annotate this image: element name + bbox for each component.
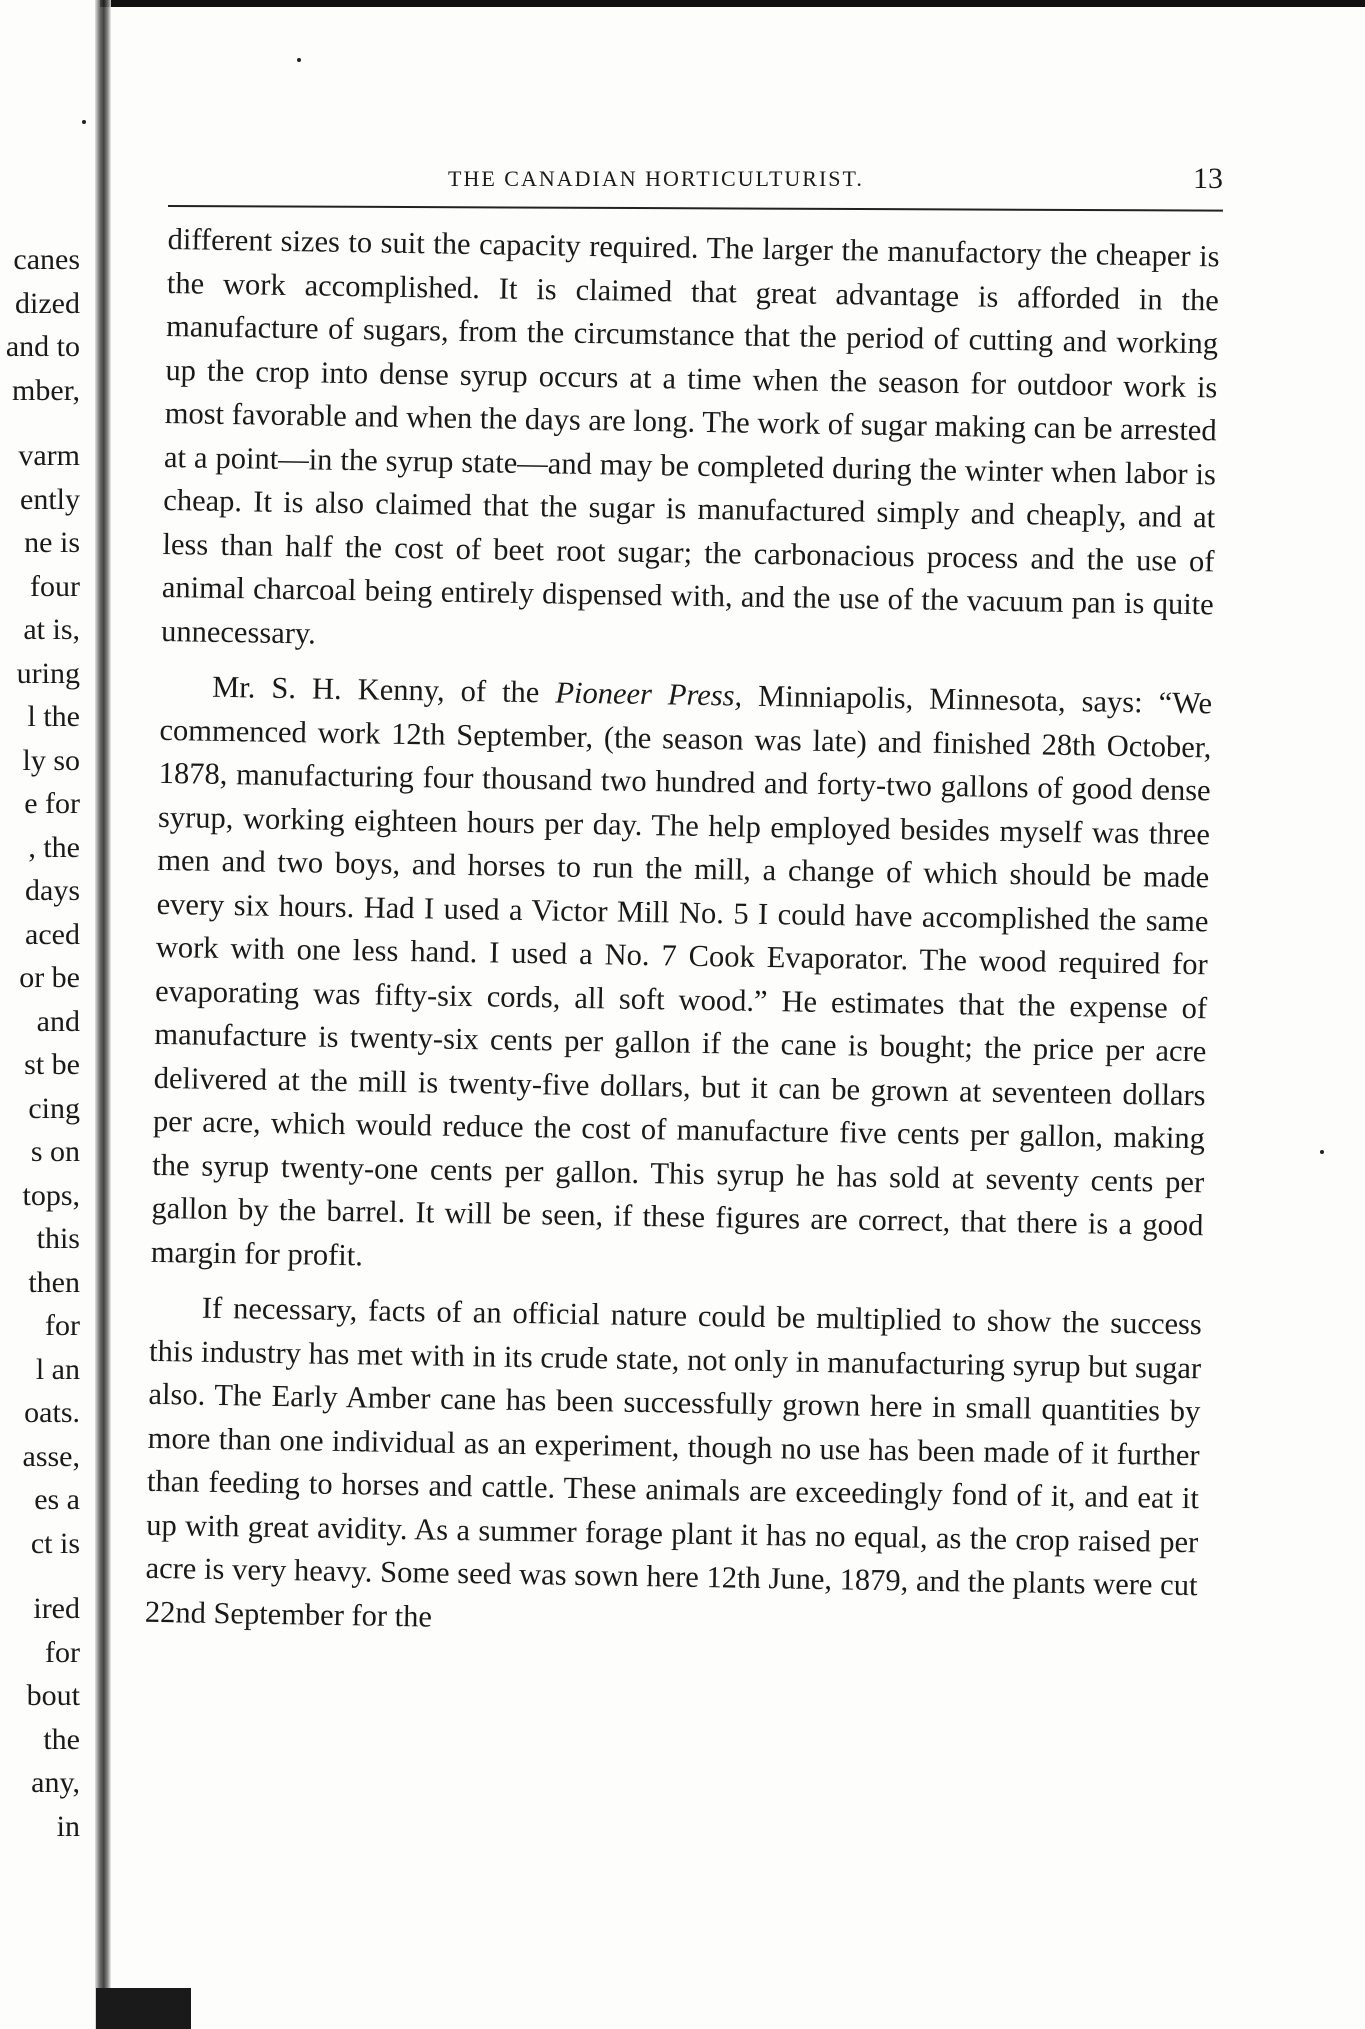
- fragment-line: ct is: [30, 1526, 80, 1560]
- binding-shadow: [96, 1988, 191, 2029]
- fragment-line: dized: [15, 286, 80, 320]
- fragment-line: at is,: [23, 613, 80, 646]
- fragment-line: or be: [19, 961, 80, 994]
- fragment-line: ne is: [24, 526, 80, 559]
- fragment-line: [0, 1565, 80, 1587]
- fragment-line: l an: [35, 1352, 80, 1386]
- fragment-line: , the: [28, 830, 80, 864]
- fragment-line: e for: [24, 787, 80, 820]
- running-header: [168, 162, 1223, 202]
- fragment-line: this: [36, 1222, 80, 1255]
- paragraph-2: [150, 665, 1212, 1291]
- fragment-line: aced: [25, 917, 80, 951]
- speck: [297, 58, 301, 62]
- paragraph-2-rest: Minniapolis, Minnesota, says: “We commenced work 12th September, (the season was late) and finished 28th October, 1878, manufacturing four thousand two hundred and forty-two gallons of good dense syrup, working eighteen hours per day. The help employed besides myself was three men and two boys, and horses to run the mill, a change of which should be made every six hours. Had I used a Victor Mill No. 5 I could have accomplished the same work with one less hand. I used a No. 7 Cook Evaporator. The wood required for evaporating was fifty-six cords, all soft wood.” He estimates that the expense of manufacture is twenty-six cents per gallon if the cane is bought; the price per acre delivered at the mill is twenty-five dollars, but it can be grown at seventeen dollars per acre, which would reduce the cost of manufacture five cents per gallon, making the syrup twenty-one cents per gallon. This syrup he has sold at seventy cents per gallon by the barrel. It will be seen, if these figures are correct, that there is a good margin for profit.: [150, 678, 1213, 1272]
- fragment-line: four: [30, 569, 80, 603]
- fragment-line: canes: [13, 243, 80, 276]
- fragment-line: days: [25, 874, 80, 907]
- fragment-line: l the: [27, 700, 80, 733]
- fragment-line: for: [45, 1635, 80, 1669]
- fragment-line: tops,: [22, 1178, 80, 1212]
- fragment-line: mber,: [12, 373, 80, 407]
- fragment-line: cing: [28, 1091, 80, 1125]
- fragment-line: and: [36, 1004, 80, 1038]
- paragraph-1: different sizes to suit the capacity required. The larger the manufactory the cheaper is the work accomplished. It is claimed that great advantage is afforded in the manufacture of sugars, from the circumstance that the period of cutting and working up the crop into dense syrup occurs at a time when the season for outdoor work is most favorable and when the days are long. The work of sugar making can be arrested at a point—in the syrup state—and may be completed during the winter when labor is cheap. It is also claimed that the sugar is manufactured simply and cheaply, and at less than half the cost of beet root sugar; the carbonacious process and the use of animal charcoal being entirely dispensed with, and the use of the vacuum pan is quite unnecessary.: [160, 221, 1220, 651]
- fragment-line: ly so: [22, 743, 80, 777]
- fragment-line: ently: [20, 482, 80, 516]
- speck: [1320, 1150, 1324, 1154]
- fragment-line: then: [28, 1265, 80, 1299]
- fragment-line: any,: [31, 1766, 80, 1799]
- fragment-line: varm: [18, 439, 80, 472]
- fragment-line: bout: [26, 1679, 80, 1712]
- fragment-line: [0, 412, 80, 434]
- fragment-line: in: [56, 1809, 80, 1843]
- fragment-line: st be: [24, 1048, 80, 1081]
- fragment-line: es a: [34, 1483, 80, 1516]
- publication-name: Pioneer Press,: [555, 675, 743, 713]
- fragment-line: oats.: [24, 1396, 80, 1429]
- running-title: THE CANADIAN HORTICULTURIST.: [448, 166, 864, 191]
- fragment-line: and to: [5, 330, 80, 363]
- fragment-line: asse,: [22, 1439, 80, 1473]
- fragment-line: ired: [33, 1592, 80, 1625]
- fragment-line: the: [43, 1722, 80, 1756]
- paragraph-3: If necessary, facts of an official nature could be multiplied to show the success this industry has met with in its crude state, not only in manufacturing syrup but sugar also. The Early Amber cane has been successfully grown here in small quantities by more than one individual as an experiment, though no use has been made of it further than feeding to horses and cattle. These animals are exceedingly fond of it, and eat it up with great avidity. As a summer forage plant it has no equal, as the crop raised per acre is very heavy. Some seed was sown here 12th June, 1879, and the plants were cut 22nd September for the: [144, 1290, 1203, 1634]
- paragraph-2-start: Mr. S. H. Kenny, of the: [211, 669, 556, 710]
- binding-gutter: [95, 0, 111, 2029]
- facing-page-fragments: [0, 238, 80, 1848]
- speck: [82, 120, 86, 124]
- header-rule: [168, 205, 1223, 212]
- article-body: [145, 218, 1220, 1651]
- top-border: [100, 0, 1365, 7]
- fragment-line: for: [45, 1309, 80, 1342]
- fragment-line: s on: [30, 1135, 80, 1168]
- fragment-line: uring: [16, 656, 80, 690]
- page-number: 13: [1193, 162, 1223, 195]
